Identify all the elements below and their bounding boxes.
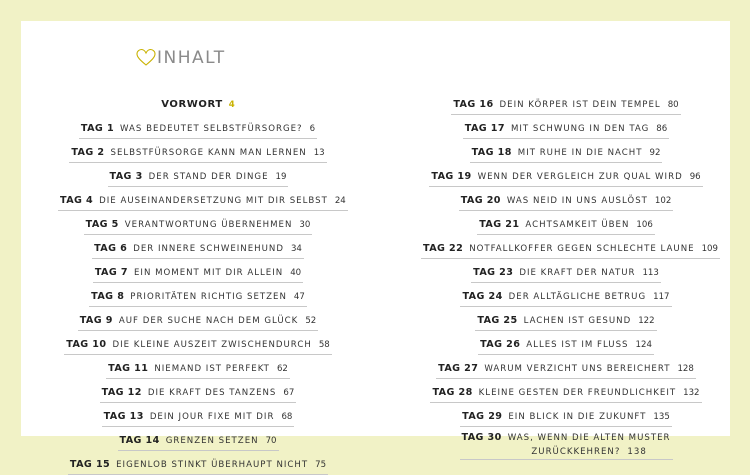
- toc-entry[interactable]: [421, 379, 711, 403]
- toc-day: TAG 19: [431, 171, 472, 182]
- toc-title-line-2: ZURÜCKKEHREN?: [531, 447, 621, 457]
- toc-page-number: 24: [334, 196, 346, 206]
- toc-page-number: 132: [683, 388, 700, 398]
- toc-day: TAG 20: [460, 195, 501, 206]
- toc-entry[interactable]: [421, 403, 711, 427]
- toc-entry[interactable]: [421, 163, 711, 187]
- toc-page-number: 109: [701, 244, 718, 254]
- toc-entry[interactable]: [58, 331, 338, 355]
- toc-title: PRIORITÄTEN RICHTIG SETZEN: [130, 292, 287, 302]
- toc-title: DER INNERE SCHWEINEHUND: [133, 244, 284, 254]
- toc-day: TAG 28: [432, 387, 473, 398]
- toc-day: TAG 25: [477, 315, 518, 326]
- toc-entry[interactable]: [58, 211, 338, 235]
- toc-title: WAS BEDEUTET SELBSTFÜRSORGE?: [120, 124, 303, 134]
- toc-page-number: 106: [636, 220, 653, 230]
- toc-title: WENN DER VERGLEICH ZUR QUAL WIRD: [477, 172, 683, 182]
- toc-entry[interactable]: [421, 187, 711, 211]
- toc-entry[interactable]: [58, 115, 338, 139]
- toc-title: EIGENLOB STINKT ÜBERHAUPT NICHT: [116, 460, 309, 470]
- toc-page-number: 117: [653, 292, 670, 302]
- toc-entry[interactable]: [58, 235, 338, 259]
- toc-title: ACHTSAMKEIT ÜBEN: [525, 220, 630, 230]
- toc-page-number: 62: [276, 364, 288, 374]
- toc-day: TAG 30: [461, 432, 502, 443]
- toc-day: TAG 3: [109, 171, 143, 182]
- toc-day: TAG 18: [471, 147, 512, 158]
- toc-day: TAG 16: [453, 99, 494, 110]
- toc-title: AUF DER SUCHE NACH DEM GLÜCK: [118, 316, 299, 326]
- toc-entry[interactable]: [58, 427, 338, 451]
- toc-entry[interactable]: [58, 307, 338, 331]
- toc-page-number: 128: [677, 364, 694, 374]
- toc-title: DER ALLTÄGLICHE BETRUG: [508, 292, 647, 302]
- toc-title: EIN BLICK IN DIE ZUKUNFT: [508, 412, 647, 422]
- toc-left-column: [58, 91, 346, 475]
- toc-day: TAG 13: [103, 411, 144, 422]
- toc-page-number: 75: [315, 460, 327, 470]
- toc-page-number: 70: [265, 436, 277, 446]
- toc-entry[interactable]: [421, 139, 711, 163]
- toc-entry[interactable]: [421, 307, 711, 331]
- toc-day: VORWORT: [161, 99, 223, 110]
- toc-page-number: 96: [689, 172, 701, 182]
- toc-page-number: 135: [653, 412, 670, 422]
- toc-title: ALLES IST IM FLUSS: [526, 340, 629, 350]
- toc-entry[interactable]: [421, 427, 711, 460]
- toc-title-line-1: WAS, WENN DIE ALTEN MUSTER: [507, 433, 671, 443]
- toc-page-number: 40: [290, 268, 302, 278]
- toc-day: TAG 8: [91, 291, 125, 302]
- toc-title: MIT RUHE IN DIE NACHT: [517, 148, 643, 158]
- toc-day: TAG 26: [480, 339, 521, 350]
- toc-page-number: 102: [654, 196, 672, 206]
- toc-page-number: 6: [309, 124, 316, 134]
- toc-title: EIN MOMENT MIT DIR ALLEIN: [133, 268, 284, 278]
- toc-day: TAG 12: [101, 387, 142, 398]
- toc-entry[interactable]: [58, 355, 338, 379]
- toc-entry[interactable]: [421, 331, 711, 355]
- toc-entry[interactable]: [58, 139, 338, 163]
- toc-day: TAG 22: [423, 243, 464, 254]
- toc-entry[interactable]: [58, 283, 338, 307]
- toc-title: DIE AUSEINANDERSETZUNG MIT DIR SELBST: [99, 196, 328, 206]
- toc-page-number: 34: [290, 244, 302, 254]
- book-page: [21, 21, 730, 470]
- toc-page-number: 52: [305, 316, 317, 326]
- toc-page-number: 47: [293, 292, 305, 302]
- toc-title: DEIN KÖRPER IST DEIN TEMPEL: [499, 100, 661, 110]
- toc-entry[interactable]: [58, 379, 338, 403]
- toc-entry[interactable]: [421, 259, 711, 283]
- toc-day: TAG 21: [479, 219, 520, 230]
- toc-title: GRENZEN SETZEN: [165, 436, 259, 446]
- toc-day: TAG 14: [119, 435, 160, 446]
- toc-entry[interactable]: [421, 235, 718, 259]
- toc-title: DIE KRAFT DES TANZENS: [147, 388, 277, 398]
- toc-page-number: 122: [638, 316, 655, 326]
- toc-entry-vorwort[interactable]: [58, 91, 338, 115]
- toc-page-number: 138: [627, 447, 647, 457]
- page-title: INHALT: [157, 48, 226, 68]
- toc-heading: [136, 48, 226, 68]
- toc-page-number: 92: [649, 148, 661, 158]
- toc-page-number: 13: [313, 148, 325, 158]
- toc-entry[interactable]: [421, 91, 711, 115]
- toc-entry[interactable]: [58, 403, 338, 427]
- toc-title: NIEMAND IST PERFEKT: [154, 364, 270, 374]
- toc-page-number: 4: [228, 100, 235, 110]
- toc-day: TAG 24: [462, 291, 503, 302]
- toc-right-column: [421, 91, 718, 460]
- toc-page-number: 113: [642, 268, 659, 278]
- toc-day: TAG 17: [464, 123, 505, 134]
- toc-day: TAG 4: [60, 195, 94, 206]
- toc-day: TAG 9: [79, 315, 113, 326]
- toc-entry[interactable]: [421, 283, 711, 307]
- toc-page-number: 68: [281, 412, 293, 422]
- toc-title: MIT SCHWUNG IN DEN TAG: [510, 124, 650, 134]
- toc-page-number: 80: [667, 100, 679, 110]
- toc-day: TAG 23: [473, 267, 514, 278]
- toc-day: TAG 29: [462, 411, 503, 422]
- toc-entry[interactable]: [58, 259, 338, 283]
- toc-title: DER STAND DER DINGE: [148, 172, 269, 182]
- toc-title: SELBSTFÜRSORGE KANN MAN LERNEN: [110, 148, 307, 158]
- toc-title: DEIN JOUR FIXE MIT DIR: [149, 412, 275, 422]
- toc-page-number: 67: [283, 388, 295, 398]
- toc-day: TAG 1: [80, 123, 115, 134]
- toc-day: TAG 7: [94, 267, 128, 278]
- toc-entry[interactable]: [58, 187, 346, 211]
- toc-title: WAS NEID IN UNS AUSLÖST: [506, 196, 648, 206]
- toc-title: VERANTWORTUNG ÜBERNEHMEN: [124, 220, 293, 230]
- toc-title: LACHEN IST GESUND: [523, 316, 632, 326]
- toc-page-number: 19: [275, 172, 287, 182]
- toc-title: KLEINE GESTEN DER FREUNDLICHKEIT: [478, 388, 677, 398]
- toc-day: TAG 11: [108, 363, 149, 374]
- toc-title: NOTFALLKOFFER GEGEN SCHLECHTE LAUNE: [469, 244, 695, 254]
- toc-day: TAG 6: [94, 243, 128, 254]
- toc-day: TAG 15: [69, 459, 111, 470]
- toc-entry[interactable]: [421, 115, 711, 139]
- toc-day: TAG 10: [66, 339, 107, 350]
- toc-title: DIE KLEINE AUSZEIT ZWISCHENDURCH: [112, 340, 312, 350]
- toc-entry[interactable]: [421, 355, 711, 379]
- toc-entry[interactable]: [421, 211, 711, 235]
- toc-day: TAG 2: [71, 147, 105, 158]
- toc-day: TAG 5: [85, 219, 119, 230]
- toc-page-number: 30: [299, 220, 311, 230]
- toc-title: WARUM VERZICHT UNS BEREICHERT: [484, 364, 671, 374]
- toc-page-number: 58: [318, 340, 330, 350]
- toc-title: DIE KRAFT DER NATUR: [519, 268, 636, 278]
- toc-entry[interactable]: [58, 163, 338, 187]
- toc-day: TAG 27: [438, 363, 479, 374]
- toc-page-number: 124: [635, 340, 652, 350]
- heart-icon: [136, 48, 156, 68]
- toc-page-number: 86: [656, 124, 668, 134]
